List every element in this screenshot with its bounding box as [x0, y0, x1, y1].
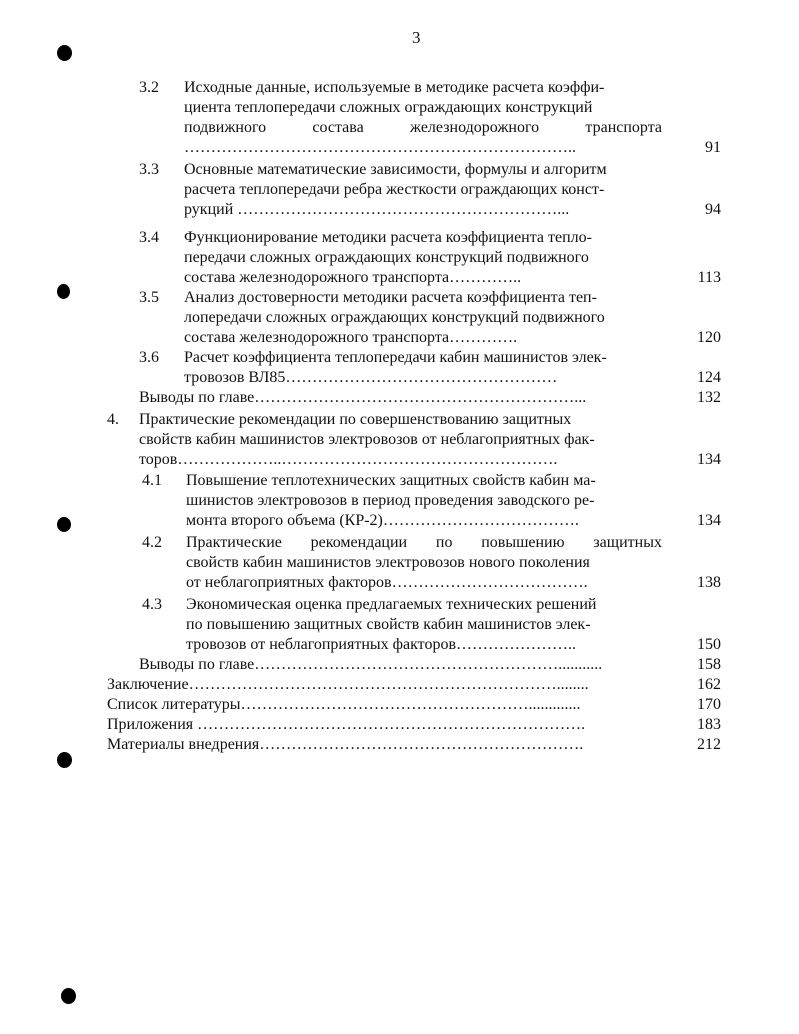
entry-title-line: Экономическая оценка предлагаемых технических решений — [186, 596, 597, 613]
entry-title-line: циента теплопередачи сложных ограждающих конструкций — [184, 99, 593, 116]
entry-title-line: Исходные данные, используемые в методике расчета коэффи- — [184, 79, 605, 96]
word: по — [435, 534, 453, 551]
entry-title-line: рукций ……………………………………………………... — [184, 201, 570, 218]
entry-title-line: Список литературы………………………………………………............. — [107, 696, 581, 713]
word: транспорта — [585, 119, 662, 136]
entry-title-line: от неблагоприятных факторов………………………………. — [186, 574, 588, 591]
page-ref: 124 — [697, 369, 721, 386]
entry-title-line: Практические рекомендации по совершенствованию защитных — [139, 411, 572, 428]
page-ref: 134 — [697, 451, 721, 468]
entry-title-line: шинистов электровозов в период проведения заводского ре- — [186, 492, 595, 509]
word: подвижного — [184, 119, 267, 136]
entry-title-line: тровозов ВЛ85…………………………………………… — [184, 369, 558, 386]
punch-hole-mark — [57, 517, 71, 532]
entry-title-line: расчета теплопередачи ребра жесткости ограждающих конст- — [184, 181, 605, 198]
word: Практические — [186, 534, 282, 551]
page-ref: 113 — [697, 269, 721, 286]
entry-title-line: Повышение теплотехнических защитных свойств кабин ма- — [186, 472, 596, 489]
entry-title-line: передачи сложных ограждающих конструкций подвижного — [184, 249, 589, 266]
entry-title-line: Приложения ………………………………………………………………. — [107, 716, 586, 733]
entry-title-line: Расчет коэффициента теплопередачи кабин машинистов элек- — [184, 349, 607, 366]
entry-title-line: по повышению защитных свойств кабин машинистов элек- — [186, 616, 591, 633]
punch-hole-mark — [57, 45, 72, 61]
dot-leader: ……………………………………………………………….. — [184, 139, 576, 156]
entry-title-line — [184, 118, 662, 138]
page-ref: 132 — [697, 389, 721, 406]
entry-title-line: торов………………..……………………………………………. — [139, 451, 558, 468]
word: защитных — [593, 534, 662, 551]
word: состава — [312, 119, 364, 136]
entry-title-line: лопередачи сложных ограждающих конструкций подвижного — [184, 309, 605, 326]
section-number: 3.5 — [139, 289, 159, 306]
entry-title-line: Материалы внедрения……………………………………………………. — [107, 736, 584, 753]
entry-title-line: состава железнодорожного транспорта…………. — [184, 329, 518, 346]
entry-title-line — [186, 533, 662, 553]
entry-title-line: тровозов от неблагоприятных факторов………………….. — [186, 636, 577, 653]
section-number: 3.4 — [139, 229, 159, 246]
page-ref: 138 — [697, 574, 721, 591]
entry-title-line: Основные математические зависимости, формулы и алгоритм — [184, 161, 607, 178]
punch-hole-mark — [61, 988, 76, 1004]
entry-title-line: состава железнодорожного транспорта………….. — [184, 269, 522, 286]
section-number: 4. — [107, 411, 119, 428]
page-ref: 134 — [697, 512, 721, 529]
page-ref: 170 — [697, 696, 721, 713]
punch-hole-mark — [57, 284, 70, 299]
entry-title-line: Функционирование методики расчета коэффициента тепло- — [184, 229, 592, 246]
page-ref: 212 — [697, 736, 721, 753]
page-ref: 150 — [697, 636, 721, 653]
page-number: 3 — [412, 28, 421, 47]
word: рекомендации — [310, 534, 408, 551]
entry-title-line: Анализ достоверности методики расчета коэффициента теп- — [184, 289, 597, 306]
section-number: 3.3 — [139, 161, 159, 178]
page-ref: 183 — [697, 716, 721, 733]
section-number: 4.2 — [142, 534, 162, 551]
entry-title-line: свойств кабин машинистов электровозов от неблагоприятных фак- — [139, 431, 595, 448]
page-ref: 91 — [705, 139, 721, 156]
word: железнодорожного — [409, 119, 540, 136]
word: повышению — [481, 534, 565, 551]
entry-title-line: монта второго объема (КР-2)………………………………. — [186, 512, 579, 529]
page-ref: 94 — [705, 201, 721, 218]
punch-hole-mark — [57, 752, 72, 768]
entry-title-line: Выводы по главе……………………………………………………... — [139, 389, 587, 406]
page-ref: 162 — [697, 676, 721, 693]
section-number: 4.3 — [142, 596, 162, 613]
entry-title-line: свойств кабин машинистов электровозов нового поколения — [186, 554, 590, 571]
section-number: 3.6 — [139, 349, 159, 366]
page-ref: 120 — [697, 329, 721, 346]
section-number: 4.1 — [142, 472, 162, 489]
entry-title-line: Выводы по главе…………………………………………………........... — [139, 656, 603, 673]
entry-title-line: Заключение……………………………………………………………........ — [107, 676, 589, 693]
section-number: 3.2 — [139, 79, 159, 96]
page-ref: 158 — [697, 656, 721, 673]
